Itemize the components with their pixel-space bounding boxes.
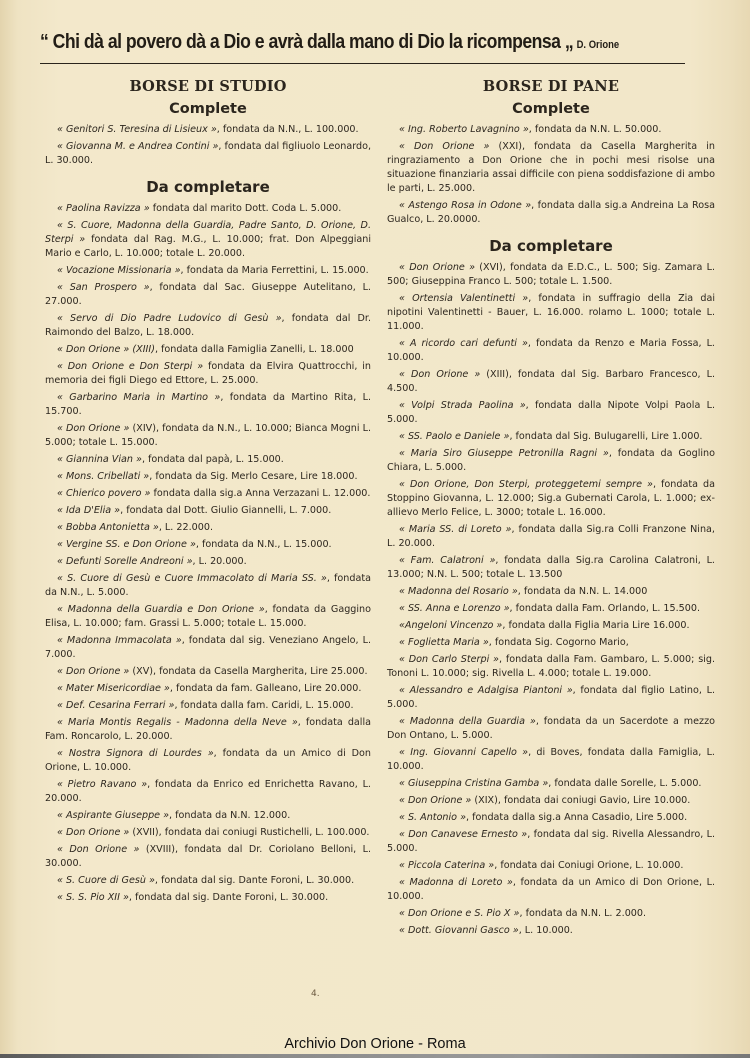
list-item [45,453,371,467]
entry-details: , fondata da Stoppino Giovanna, L. 12.000; Sig.a Gubernati Carola, L. 1.000; ex-allievo Merlo Felice, L. 3000; totale L. 16.000. [387,479,715,518]
entry-title: « Don Orione » [57,666,130,677]
entry-details: (XIII), fondata dal Sig. Barbaro Francesco, L. 4.500. [387,369,716,394]
entry-title: « A ricordo cari defunti » [399,338,528,349]
list-item [387,619,715,633]
list-item [45,504,371,518]
entry-title: « Paolina Ravizza » [57,203,150,214]
entry-details: , fondata dalla fam. Caridi, L. 15.000. [174,700,354,711]
entry-title: « Ing. Roberto Lavagnino » [399,124,529,135]
entry-details: , fondata da Goglino Chiara, L. 5.000. [387,448,716,473]
entry-title: « Vocazione Missionaria » [57,265,181,276]
entry-title: « S. Cuore di Gesù e Cuore Immacolato di Maria SS. » [57,573,327,584]
entry-title: « S. Antonio » [399,812,467,823]
entry-title: « Mons. Cribellati » [57,471,150,482]
entry-title: « Astengo Rosa in Odone » [399,200,532,211]
list-item [387,684,715,712]
entry-details: , fondata da fam. Galleano, Lire 20.000. [169,683,362,694]
entry-title: « Mater Misericordiae » [57,683,170,694]
list-item [45,891,371,905]
entry-title: « Dott. Giovanni Gasco » [399,925,519,936]
subsection-complete: Complete [169,101,247,117]
entry-title: « Maria Siro Giuseppe Petronilla Ragni » [399,448,609,459]
entry-details: , fondata dal sig. Dante Foroni, L. 30.000. [154,875,355,886]
entry-details: (XV), fondata da Casella Margherita, Lire 25.000. [129,666,368,677]
entry-details: , fondata da Enrico ed Enrichetta Ravano, L. 20.000. [45,779,371,804]
entry-title: « Foglietta Maria » [399,637,489,648]
entry-title: « Servo di Dio Padre Ludovico di Gesù » [57,313,282,324]
entry-title: « Nostra Signora di Lourdes » [57,748,214,759]
entry-title: « Don Orione e S. Pio X » [399,908,520,919]
entry-title: « Madonna della Guardia » [399,716,536,727]
entry-title: « Maria SS. di Loreto » [399,524,512,535]
list-item [45,874,371,888]
list-item [45,665,371,679]
entry-details: , fondata da Maria Ferrettini, L. 15.000. [180,265,369,276]
entry-title: « S. S. Pio XII » [57,892,129,903]
entry-details: , fondata dal figlio Latino, L. 5.000. [387,685,715,710]
entry-title: « Don Orione » (XIII) [57,344,155,355]
entry-details: , fondata da un Sacerdote a mezzo Don Ontano, L. 5.000. [387,716,715,741]
entry-title: « Don Carlo Sterpi » [399,654,499,665]
list-item [387,140,715,196]
entry-title: « Garbarino Maria in Martino » [57,392,221,403]
entry-details: , fondata da N.N., L. 15.000. [195,539,332,550]
list-item [45,603,371,631]
list-item [45,470,371,484]
entry-title: « Aspirante Giuseppe » [57,810,170,821]
entry-title: « Don Orione » [57,423,130,434]
list-item [45,312,371,340]
list-item [45,843,371,871]
entry-title: « Genitori S. Teresina di Lisieux » [57,124,217,135]
entry-details: (XXI), fondata da Casella Margherita in ringraziamento a Don Orione che in pochi mesi risolse una situazione finanziaria assai difficile con piena soddisfazione di ambo le parti, L. 25.000. [387,141,716,194]
entry-title: « Don Orione » [399,141,490,152]
entry-details: , fondata da N.N., L. 100.000. [216,124,359,135]
list-item [387,715,715,743]
entry-details: , fondata dal Dott. Giulio Giannelli, L. 7.000. [120,505,332,516]
entry-title: « S. Cuore di Gesù » [57,875,155,886]
list-item [387,828,715,856]
entry-title: « Pietro Ravano » [57,779,148,790]
list-item [45,123,371,137]
list-item [387,636,715,650]
entry-details: , fondata dalla Fam. Roncarolo, L. 20.000. [45,717,371,742]
entry-title: « Don Orione » [57,844,140,855]
list-item [45,521,371,535]
list-item [387,261,715,289]
entry-details: , fondata dalla Famiglia Zanelli, L. 18.000 [154,344,354,355]
entry-details: , fondata dal Dr. Raimondo del Balzo, L. 18.000. [45,313,371,338]
list-item [387,199,715,227]
list-item [45,809,371,823]
column-borse-di-pane [387,78,715,941]
entry-details: , fondata dai Coniugi Orione, L. 10.000. [494,860,684,871]
entry-details: , di Boves, fondata dalla Famiglia, L. 10.000. [387,747,715,772]
todo-list [45,202,371,905]
entry-title: « Volpi Strada Paolina » [399,400,526,411]
list-item [387,811,715,825]
entry-details: fondata dal Rag. M.G., L. 10.000; frat. Don Alpeggiani Mario e Carlo, L. 10.000; totale L. 20.000. [45,234,371,259]
list-item [387,447,715,475]
complete-list [45,123,371,168]
entry-details: , fondata dalla Sig.ra Carolina Calatroni, L. 13.000; N.N. L. 500; totale L. 13.500 [387,555,715,580]
list-item [387,746,715,774]
entry-title: « Don Orione » [399,369,481,380]
list-item [387,123,715,137]
entry-title: « Alessandro e Adalgisa Piantoni » [399,685,573,696]
list-item [45,826,371,840]
list-item [387,924,715,938]
complete-list [387,123,715,227]
entry-details: , fondata dalla Nipote Volpi Paola L. 5.000. [387,400,715,425]
entry-details: , fondata da N.N. L. 14.000 [517,586,648,597]
list-item [387,554,715,582]
entry-details: (XIX), fondata dai coniugi Gavio, Lire 10.000. [471,795,691,806]
list-item [387,478,715,520]
list-item [45,699,371,713]
list-item [45,264,371,278]
entry-details: , fondata dal sig. Dante Foroni, L. 30.000. [128,892,329,903]
entry-details: fondata da Elvira Quattrocchi, in memoria dei figli Diego ed Ettore, L. 25.000. [45,361,372,386]
list-item [387,653,715,681]
subsection-da-completare: Da completare [146,178,270,196]
entry-details: , L. 22.000. [158,522,213,533]
list-item [387,430,715,444]
list-item [45,634,371,662]
entry-details: , fondata dalla Figlia Maria Lire 16.000. [502,620,690,631]
entry-details: , fondata da un Amico di Don Orione, L. 10.000. [387,877,715,902]
entry-details: , fondata da N.N. L. 2.000. [519,908,647,919]
entry-details: , fondata dalle Sorelle, L. 5.000. [548,778,702,789]
entry-title: « Madonna della Guardia e Don Orione » [57,604,265,615]
entry-details: , fondata da N.N., L. 5.000. [45,573,371,598]
entry-details: fondata dal marito Dott. Coda L. 5.000. [149,203,342,214]
list-item [45,343,371,357]
archive-footer: Archivio Don Orione - Roma [284,1036,466,1052]
subsection-complete: Complete [512,101,590,117]
entry-details: , fondata dalla Fam. Gambaro, L. 5.000; sig. Tononi L. 10.000; sig. Rivella L. 4.000; totale L. 19.000. [387,654,715,679]
motto-signature: D. Orione [576,39,620,51]
entry-title: « Don Canavese Ernesto » [399,829,528,840]
entry-title: « Ida D'Elia » [57,505,121,516]
list-item [45,487,371,501]
entry-title: « S. Cuore, Madonna della Guardia, Padre Santo, D. Orione, D. Sterpi » [45,220,371,245]
list-item [387,859,715,873]
entry-title: « Bobba Antonietta » [57,522,159,533]
entry-details: , fondata da N.N. 12.000. [169,810,291,821]
entry-title: « Madonna Immacolata » [57,635,182,646]
entry-title: « Giannina Vian » [57,454,142,465]
list-item [45,572,371,600]
entry-details: , fondata da Sig. Merlo Cesare, Lire 18.000. [149,471,358,482]
entry-details: , fondata da N.N. L. 50.000. [528,124,662,135]
entry-details: (XVII), fondata dai coniugi Rustichelli, L. 100.000. [129,827,370,838]
header-rule [40,63,685,64]
bottom-edge [0,1054,750,1058]
list-item [387,368,715,396]
entry-details: (XVI), fondata da E.D.C., L. 500; Sig. Zamara L. 500; Giuseppina Franco L. 500; totale L. 1.500. [387,262,715,287]
entry-title: « Don Orione e Don Sterpi » [57,361,204,372]
entry-details: , fondata da Gaggino Elisa, L. 10.000; fam. Grassi L. 5.000; totale L. 15.000. [45,604,371,629]
entry-details: , fondata dal papà, L. 15.000. [141,454,284,465]
entry-details: , fondata Sig. Cogorno Mario, [488,637,629,648]
list-item [45,422,371,450]
entry-title: « Giovanna M. e Andrea Contini » [57,141,219,152]
entry-details: , fondata dalla Fam. Orlando, L. 15.500. [509,603,701,614]
list-item [45,682,371,696]
list-item [45,538,371,552]
entry-details: , fondata dal Sig. Bulugarelli, Lire 1.000. [509,431,703,442]
section-title-borse-di-studio: BORSE DI STUDIO [129,78,287,95]
list-item [387,399,715,427]
entry-details: , L. 10.000. [518,925,573,936]
entry-title: « Ing. Giovanni Capello » [399,747,529,758]
entry-title: « Ortensia Valentinetti » [399,293,529,304]
entry-title: « Chierico povero » [57,488,151,499]
section-title-borse-di-pane: BORSE DI PANE [482,78,620,95]
list-item [387,292,715,334]
entry-title: « Vergine SS. e Don Orione » [57,539,196,550]
entry-title: « Maria Montis Regalis - Madonna della Neve » [57,717,298,728]
list-item [45,391,371,419]
entry-title: « Madonna del Rosario » [399,586,518,597]
entry-title: «Angeloni Vincenzo » [399,620,503,631]
list-item [45,555,371,569]
list-item [387,794,715,808]
entry-details: , fondata in suffragio della Zia dai nipotini Valentinetti - Bauer, L. 16.000. rolamo L. 1000; totale L. 11.000. [387,293,715,332]
page-mark: 4. [311,989,320,999]
list-item [387,777,715,791]
entry-title: « Def. Cesarina Ferrari » [57,700,175,711]
entry-title: « San Prospero » [57,282,150,293]
entry-details: , fondata dal figliuolo Leonardo, L. 30.000. [45,141,371,166]
entry-title: « Don Orione, Don Sterpi, proteggetemi sempre » [399,479,653,490]
entry-details: , fondata da Renzo e Maria Fossa, L. 10.000. [387,338,715,363]
entry-title: « Don Orione » [399,795,472,806]
entry-title: « SS. Paolo e Daniele » [399,431,510,442]
todo-list [387,261,715,938]
entry-title: « SS. Anna e Lorenzo » [399,603,510,614]
motto-header [40,30,694,54]
list-item [45,219,371,261]
entry-title: « Don Orione » [57,827,130,838]
entry-title: « Defunti Sorelle Andreoni » [57,556,193,567]
list-item [45,747,371,775]
entry-title: « Fam. Calatroni » [399,555,496,566]
entry-title: « Madonna di Loreto » [399,877,513,888]
subsection-da-completare: Da completare [489,237,613,255]
entry-details: , fondata dalla sig.a Andreina La Rosa Gualco, L. 20.0000. [387,200,715,225]
list-item [45,778,371,806]
list-item [387,876,715,904]
entry-title: « Don Orione » [399,262,476,273]
entry-details: , L. 20.000. [192,556,247,567]
motto-text: “ Chi dà al povero dà a Dio e avrà dalla mano di Dio la ricompensa „ [40,30,574,53]
list-item [387,585,715,599]
list-item [45,140,371,168]
entry-details: , fondata dal sig. Veneziano Angelo, L. 7.000. [45,635,371,660]
list-item [387,523,715,551]
list-item [387,337,715,365]
entry-title: « Piccola Caterina » [399,860,495,871]
entry-details: , fondata dalla sig.a Anna Casadio, Lire 5.000. [466,812,688,823]
column-borse-di-studio [45,78,371,908]
entry-details: , fondata dal Sac. Giuseppe Autelitano, L. 27.000. [45,282,371,307]
list-item [45,202,371,216]
list-item [387,602,715,616]
list-item [45,281,371,309]
list-item [45,360,371,388]
entry-details: (XIV), fondata da N.N., L. 10.000; Bianca Mogni L. 5.000; totale L. 15.000. [45,423,371,448]
list-item [45,716,371,744]
entry-details: fondata dalla sig.a Anna Verzazani L. 12.000. [150,488,371,499]
entry-details: , fondata da un Amico di Don Orione, L. 10.000. [45,748,371,773]
entry-details: , fondata dalla Sig.ra Colli Franzone Nina, L. 20.000. [387,524,715,549]
entry-details: , fondata da Martino Rita, L. 15.700. [45,392,371,417]
entry-details: , fondata dal sig. Rivella Alessandro, L. 5.000. [387,829,715,854]
list-item [387,907,715,921]
entry-details: (XVIII), fondata dal Dr. Coriolano Belloni, L. 30.000. [45,844,372,869]
entry-title: « Giuseppina Cristina Gamba » [399,778,549,789]
